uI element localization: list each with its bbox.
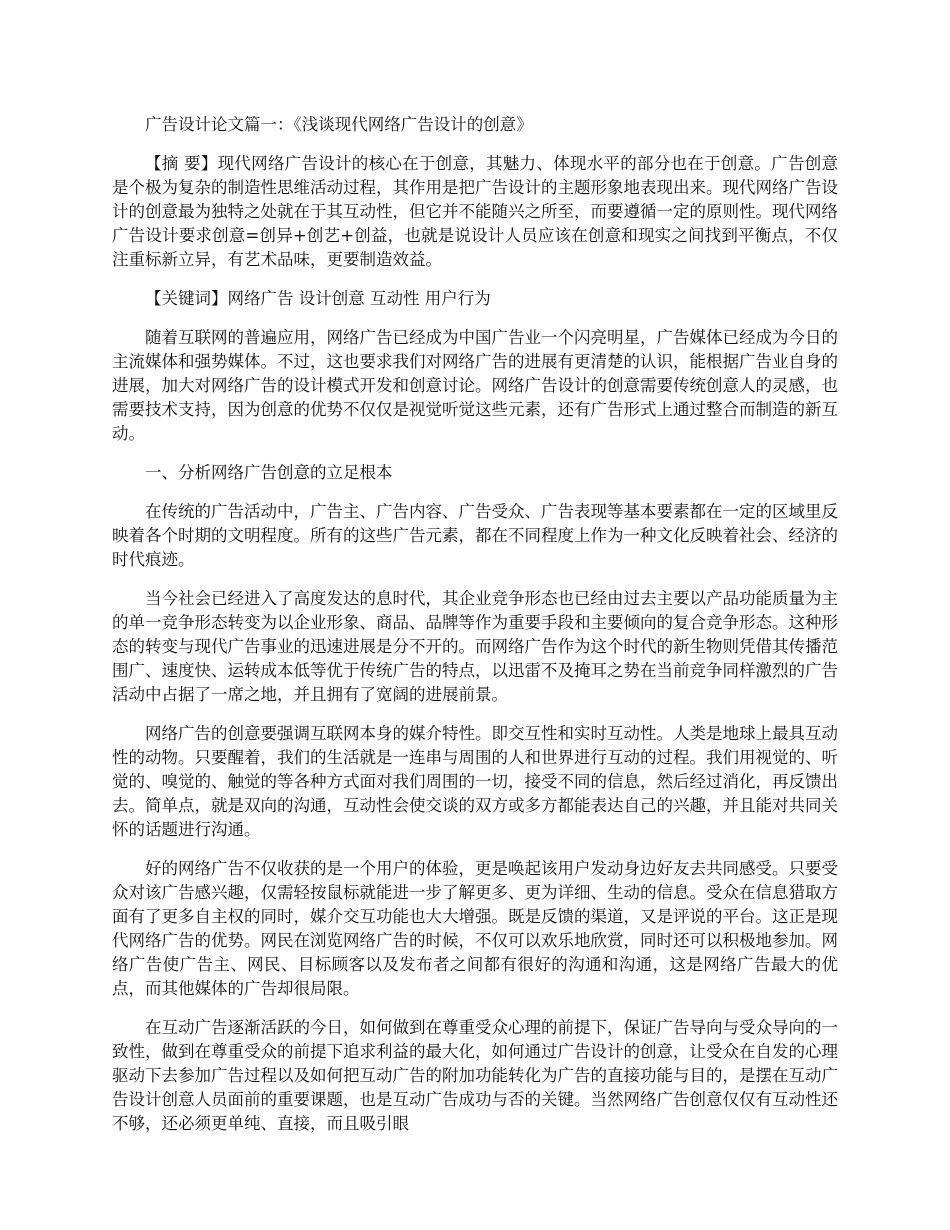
document-title: 广告设计论文篇一：《浅谈现代网络广告设计的创意》 (145, 115, 533, 134)
body-paragraph-3: 网络广告的创意要强调互联网本身的媒介特性。即交互性和实时互动性。人类是地球上最具互动性的动物。只要醒着，我们的生活就是一连串与周围的人和世界进行互动的过程。我们用视觉的、听觉的、嗅觉的、触觉的等各种方式面对我们周围的一切，接受不同的信息，然后经过消化，再反馈出去。简单点，就是双向的沟通，互动性会使交谈的双方或多方都能表达自己的兴趣，并且能对共同关怀的话题进行沟通。 (112, 724, 838, 839)
document-page (112, 113, 838, 1151)
body-paragraph-1: 在传统的广告活动中，广告主、广告内容、广告受众、广告表现等基本要素都在一定的区域里反映着各个时期的文明程度。所有的这些广告元素，都在不同程度上作为一种文化反映着社会、经济的时代痕迹。 (112, 502, 838, 569)
section-heading: 一、分析网络广告创意的立足根本 (145, 463, 393, 482)
body-paragraph-5: 在互动广告逐渐活跃的今日，如何做到在尊重受众心理的前提下，保证广告导向与受众导向的一致性，做到在尊重受众的前提下追求利益的最大化，如何通过广告设计的创意，让受众在自发的心理驱动下去参加广告过程以及如何把互动广告的附加功能转化为广告的直接功能与目的，是摆在互动广告设计创意人员面前的重要课题，也是互动广告成功与否的关键。当然网络广告创意仅仅有互动性还不够，还必须更单纯、直接，而且吸引眼 (112, 1018, 838, 1133)
body-paragraph-2: 当今社会已经进入了高度发达的息时代，其企业竞争形态也已经由过去主要以产品功能质量为主的单一竞争形态转变为以企业形象、商品、品牌等作为重要手段和主要倾向的复合竞争形态。这种形态的转变与现代广告事业的迅速进展是分不开的。而网络广告作为这个时代的新生物则凭借其传播范围广、速度快、运转成本低等优于传统广告的特点，以迅雷不及掩耳之势在当前竞争同样激烈的广告活动中占据了一席之地，并且拥有了宽阔的进展前景。 (112, 589, 838, 704)
keywords-paragraph: 【关键词】网络广告 设计创意 互动性 用户行为 (145, 289, 491, 308)
body-paragraph-4: 好的网络广告不仅收获的是一个用户的体验，更是唤起该用户发动身边好友去共同感受。只要受众对该广告感兴趣，仅需轻按鼠标就能进一步了解更多、更为详细、生动的信息。受众在信息猎取方面有了更多自主权的同时，媒介交互功能也大大增强。既是反馈的渠道，又是评说的平台。这正是现代网络广告的优势。网民在浏览网络广告的时候，不仅可以欢乐地欣赏，同时还可以积极地参加。网络广告使广告主、网民、目标顾客以及发布者之间都有很好的沟通和沟通，这是网络广告最大的优点，而其他媒体的广告却很局限。 (112, 859, 838, 998)
intro-paragraph: 随着互联网的普遍应用，网络广告已经成为中国广告业一个闪亮明星，广告媒体已经成为今日的主流媒体和强势媒体。不过，这也要求我们对网络广告的进展有更清楚的认识，能根据广告业自身的进展，加大对网络广告的设计模式开发和创意讨论。网络广告设计的创意需要传统创意人的灵感，也需要技术支持，因为创意的优势不仅仅是视觉听觉这些元素，还有广告形式上通过整合而制造的新互动。 (112, 328, 838, 443)
abstract-paragraph: 【摘 要】现代网络广告设计的核心在于创意，其魅力、体现水平的部分也在于创意。广告创意是个极为复杂的制造性思维活动过程，其作用是把广告设计的主题形象地表现出来。现代网络广告设计的创意最为独特之处就在于其互动性，但它并不能随兴之所至，而要遵循一定的原则性。现代网络广告设计要求创意=创异+创艺+创益，也就是说设计人员应该在创意和现实之间找到平衡点，不仅注重标新立异，有艺术品味，更要制造效益。 (112, 154, 838, 269)
